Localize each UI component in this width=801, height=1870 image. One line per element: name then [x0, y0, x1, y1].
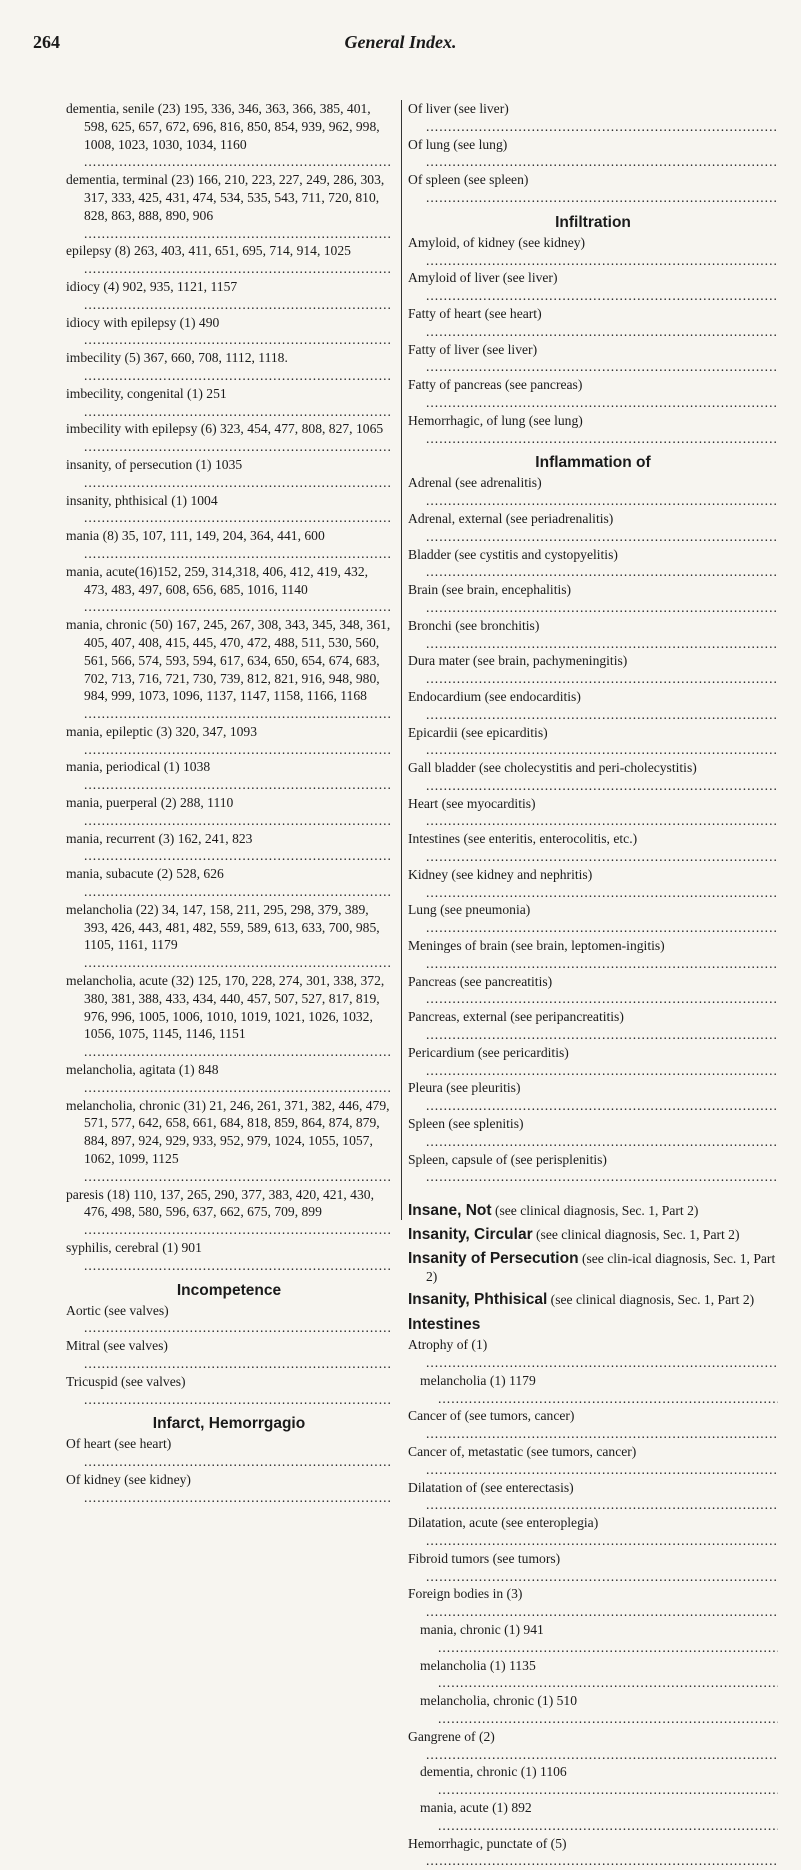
inflammation-entry	[408, 688, 778, 724]
inflammation-entry-text: Bladder (see cystitis and cystopyelitis) .....	[408, 547, 778, 580]
intestines-entry	[408, 1728, 778, 1764]
page-header	[0, 32, 801, 62]
infarct-cont-entry-text: Of lung (see lung) .....	[408, 137, 778, 170]
inflammation-entry	[408, 830, 778, 866]
inflammation-entry-text: Bronchi (see bronchitis) .....	[408, 618, 778, 651]
inflammation-entry	[408, 617, 778, 653]
inflammation-entry-text: Adrenal, external (see periadrenalitis) .....	[408, 511, 778, 544]
intestines-entry-text: mania, chronic (1) 941 .....	[420, 1622, 778, 1655]
infarct-cont-entry-text: Of spleen (see spleen) .....	[408, 172, 778, 205]
inflammation-entry-text: Pericardium (see pericarditis) .....	[408, 1045, 778, 1078]
intestines-entry-text: Fibroid tumors (see tumors) .....	[408, 1551, 778, 1584]
infiltration-list	[408, 234, 778, 448]
intestines-entry-text: melancholia, chronic (1) 510 .....	[420, 1693, 778, 1726]
incompetence-entry	[66, 1302, 392, 1338]
inflammation-entry	[408, 474, 778, 510]
inflammation-entry-text: Meninges of brain (see brain, leptomen-ingitis) .....	[408, 938, 778, 971]
index-entry-text: melancholia, agitata (1) 848 .....	[66, 1062, 392, 1095]
index-entry	[66, 758, 392, 794]
inflammation-entry-text: Spleen, capsule of (see perisplenitis) .....	[408, 1152, 778, 1185]
inflammation-entry-text: Pleura (see pleuritis) .....	[408, 1080, 778, 1113]
inflammation-entry-text: Brain (see brain, encephalitis) .....	[408, 582, 778, 615]
intestines-entry-text: melancholia (1) 1179 .....	[420, 1373, 778, 1406]
infiltration-entry-text: Amyloid of liver (see liver) .....	[408, 270, 778, 303]
index-entry	[66, 385, 392, 421]
inflammation-entry-text: Kidney (see kidney and nephritis) .....	[408, 867, 778, 900]
right-top-list	[408, 100, 778, 207]
incompetence-entry-text: Aortic (see valves) .....	[66, 1303, 392, 1336]
inflammation-entry	[408, 937, 778, 973]
infiltration-entry-text: Fatty of liver (see liver) .....	[408, 342, 778, 375]
inflammation-entry-text: Dura mater (see brain, pachymeningitis) .....	[408, 653, 778, 686]
intestines-entry	[408, 1514, 778, 1550]
infiltration-entry-text: Amyloid, of kidney (see kidney) .....	[408, 235, 778, 268]
index-entry-text: mania, chronic (50) 167, 245, 267, 308, 343, 345, 348, 361, 405, 407, 408, 415, 445, 470, 472, 488, 511, 530, 560, 561, 566, 574, 593, 594, 617, 634, 650, 654, 674, 683, 702, 713, 716, 721, 730, 739, 812, 821, 916, 948, 980, 984, 999, 1073, 1096, 1137, 1147, 1158, 1166, 1168 .....	[66, 617, 392, 721]
infiltration-entry	[408, 376, 778, 412]
index-entry	[66, 794, 392, 830]
index-entry-text: idiocy with epilepsy (1) 490 .....	[66, 315, 392, 348]
infiltration-entry	[408, 305, 778, 341]
index-entry-text: melancholia, acute (32) 125, 170, 228, 274, 301, 338, 372, 380, 381, 388, 433, 434, 440, 457, 507, 527, 817, 819, 976, 996, 1005, 1006, 1010, 1019, 1021, 1026, 1032, 1056, 1075, 1145, 1146, 1151 .....	[66, 973, 392, 1059]
index-entry	[66, 616, 392, 723]
index-entry	[66, 527, 392, 563]
insanity-circular-entry	[408, 1226, 778, 1244]
infarct-entry	[66, 1471, 392, 1507]
inflammation-entry	[408, 1044, 778, 1080]
intestines-entry-text: Foreign bodies in (3) .....	[408, 1586, 778, 1619]
insanity-persecution-term: Insanity of Persecution	[408, 1249, 579, 1267]
intestines-list	[408, 1336, 778, 1870]
incompetence-heading: Incompetence	[176, 1281, 282, 1299]
infarct-entry-text: Of kidney (see kidney) .....	[66, 1472, 392, 1505]
inflammation-entry	[408, 759, 778, 795]
left-entries-list	[66, 100, 392, 1275]
intestines-entry	[408, 1550, 778, 1586]
infiltration-heading: Infiltration	[555, 213, 631, 231]
inflammation-entry	[408, 581, 778, 617]
inflammation-entry-text: Spleen (see splenitis) .....	[408, 1116, 778, 1149]
incompetence-entry-text: Tricuspid (see valves) .....	[66, 1374, 392, 1407]
insanity-phthisical-ref: (see clinical diagnosis, Sec. 1, Part 2)	[547, 1292, 755, 1308]
index-entry	[66, 100, 392, 171]
index-entry	[66, 1186, 392, 1239]
insanity-circular-term: Insanity, Circular	[408, 1226, 533, 1244]
index-entry-text: mania (8) 35, 107, 111, 149, 204, 364, 441, 600 .....	[66, 528, 392, 561]
insanity-phthisical-term: Insanity, Phthisical	[408, 1291, 548, 1309]
intestines-entry-text: Cancer of (see tumors, cancer) .....	[408, 1408, 778, 1441]
index-entry	[66, 830, 392, 866]
left-column	[66, 100, 392, 1507]
index-entry-text: insanity, of persecution (1) 1035 .....	[66, 457, 392, 490]
inflammation-entry-text: Gall bladder (see cholecystitis and peri-cholecystitis) .....	[408, 760, 778, 793]
inflammation-entry	[408, 652, 778, 688]
index-entry	[66, 1061, 392, 1097]
index-entry-text: mania, recurrent (3) 162, 241, 823 .....	[66, 831, 392, 864]
index-entry	[66, 901, 392, 972]
insanity-circular-ref: (see clinical diagnosis, Sec. 1, Part 2)	[532, 1227, 740, 1243]
infiltration-entry	[408, 234, 778, 270]
intestines-entry-text: melancholia (1) 1135 .....	[420, 1658, 778, 1691]
inflammation-heading: Inflammation of	[535, 454, 651, 472]
intestines-entry	[408, 1336, 778, 1372]
index-entry	[66, 492, 392, 528]
infiltration-entry	[408, 412, 778, 448]
index-entry-text: melancholia, chronic (31) 21, 246, 261, 371, 382, 446, 479, 571, 577, 642, 658, 661, 684, 818, 859, 864, 874, 879, 884, 897, 924, 929, 933, 952, 979, 1024, 1055, 1057, 1062, 1099, 1125 .....	[66, 1098, 392, 1184]
inflammation-entry-text: Adrenal (see adrenalitis) .....	[408, 475, 778, 508]
index-entry	[66, 865, 392, 901]
infiltration-entry	[408, 341, 778, 377]
infarct-cont-entry	[408, 136, 778, 172]
inflammation-list	[408, 474, 778, 1186]
index-entry-text: mania, acute(16)152, 259, 314,318, 406, 412, 419, 432, 473, 483, 497, 608, 656, 685, 1016, 1140 .....	[66, 564, 392, 615]
inflammation-entry	[408, 1115, 778, 1151]
index-entry	[66, 723, 392, 759]
incompetence-entry	[66, 1337, 392, 1373]
index-entry-text: syphilis, cerebral (1) 901 .....	[66, 1240, 392, 1273]
index-entry	[66, 1239, 392, 1275]
incompetence-entry-text: Mitral (see valves) .....	[66, 1338, 392, 1371]
running-title: General Index.	[344, 32, 457, 52]
intestines-entry	[408, 1621, 778, 1657]
index-entry-text: dementia, terminal (23) 166, 210, 223, 227, 249, 286, 303, 317, 333, 425, 431, 474, 534, 535, 543, 711, 720, 810, 828, 863, 888, 890, 906 .....	[66, 172, 392, 240]
index-entry-text: epilepsy (8) 263, 403, 411, 651, 695, 714, 914, 1025 .....	[66, 243, 392, 276]
infarct-list	[66, 1435, 392, 1506]
inflammation-entry	[408, 973, 778, 1009]
intestines-entry	[408, 1372, 778, 1408]
intestines-entry-text: Atrophy of (1) .....	[408, 1337, 778, 1370]
incompetence-list	[66, 1302, 392, 1409]
insane-not-term: Insane, Not	[408, 1202, 492, 1220]
infarct-entry-text: Of heart (see heart) .....	[66, 1436, 392, 1469]
intestines-entry-text: Hemorrhagic, punctate of (5) .....	[408, 1836, 778, 1869]
index-entry-text: imbecility, congenital (1) 251 .....	[66, 386, 392, 419]
insanity-persecution-entry	[408, 1250, 778, 1286]
intestines-entry	[408, 1692, 778, 1728]
intestines-entry	[408, 1479, 778, 1515]
inflammation-entry	[408, 510, 778, 546]
intestines-entry-text: Dilatation of (see enterectasis) .....	[408, 1480, 778, 1513]
infarct-cont-entry-text: Of liver (see liver) .....	[408, 101, 778, 134]
inflammation-entry-text: Intestines (see enteritis, enterocolitis, etc.) .....	[408, 831, 778, 864]
index-entry-text: dementia, senile (23) 195, 336, 346, 363, 366, 385, 401, 598, 625, 657, 672, 696, 816, 850, 854, 939, 962, 998, 1008, 1023, 1030, 1034, 1160 .....	[66, 101, 392, 169]
inflammation-entry-text: Heart (see myocarditis) .....	[408, 796, 778, 829]
inflammation-entry	[408, 724, 778, 760]
intestines-entry	[408, 1585, 778, 1621]
index-entry-text: melancholia (22) 34, 147, 158, 211, 295, 298, 379, 389, 393, 426, 443, 481, 482, 559, 589, 613, 633, 700, 985, 1105, 1161, 1179 .....	[66, 902, 392, 970]
inflammation-entry-text: Endocardium (see endocarditis) .....	[408, 689, 778, 722]
index-entry	[66, 972, 392, 1061]
inflammation-entry-text: Pancreas (see pancreatitis) .....	[408, 974, 778, 1007]
inflammation-entry	[408, 901, 778, 937]
insanity-phthisical-entry	[408, 1291, 778, 1309]
infarct-entry	[66, 1435, 392, 1471]
inflammation-entry	[408, 866, 778, 902]
insane-not-ref: (see clinical diagnosis, Sec. 1, Part 2)	[491, 1203, 699, 1219]
intestines-entry	[408, 1835, 778, 1870]
infiltration-entry-text: Fatty of heart (see heart) .....	[408, 306, 778, 339]
index-entry-text: imbecility with epilepsy (6) 323, 454, 477, 808, 827, 1065 .....	[66, 421, 392, 454]
index-entry-text: insanity, phthisical (1) 1004 .....	[66, 493, 392, 526]
index-entry-text: idiocy (4) 902, 935, 1121, 1157 .....	[66, 279, 392, 312]
inflammation-entry	[408, 546, 778, 582]
intestines-entry	[408, 1799, 778, 1835]
incompetence-entry	[66, 1373, 392, 1409]
intestines-entry-text: Cancer of, metastatic (see tumors, cancer) .....	[408, 1444, 778, 1477]
index-entry-text: paresis (18) 110, 137, 265, 290, 377, 383, 420, 421, 430, 476, 498, 580, 596, 637, 662, 675, 709, 899 .....	[66, 1187, 392, 1238]
inflammation-entry-text: Lung (see pneumonia) .....	[408, 902, 778, 935]
inflammation-entry	[408, 795, 778, 831]
intestines-entry-text: Gangrene of (2) .....	[408, 1729, 778, 1762]
inflammation-entry-text: Pancreas, external (see peripancreatitis) .....	[408, 1009, 778, 1042]
intestines-entry-text: dementia, chronic (1) 1106 .....	[420, 1764, 778, 1797]
inflammation-entry	[408, 1008, 778, 1044]
index-entry-text: mania, epileptic (3) 320, 347, 1093 .....	[66, 724, 392, 757]
index-entry	[66, 563, 392, 616]
intestines-entry	[408, 1407, 778, 1443]
infiltration-entry	[408, 269, 778, 305]
infarct-cont-entry	[408, 171, 778, 207]
index-entry	[66, 456, 392, 492]
intestines-entry	[408, 1657, 778, 1693]
insanity-persecution-ref: (see clin-ical diagnosis, Sec. 1, Part 2)	[426, 1250, 776, 1284]
index-entry	[66, 314, 392, 350]
infiltration-entry-text: Fatty of pancreas (see pancreas) .....	[408, 377, 778, 410]
infiltration-entry-text: Hemorrhagic, of lung (see lung) .....	[408, 413, 778, 446]
intestines-entry-text: Dilatation, acute (see enteroplegia) .....	[408, 1515, 778, 1548]
index-entry	[66, 349, 392, 385]
infarct-heading: Infarct, Hemorrgagio	[152, 1415, 306, 1433]
page-number: 264	[33, 32, 60, 52]
inflammation-entry	[408, 1151, 778, 1187]
right-column	[401, 100, 778, 1851]
intestines-entry	[408, 1763, 778, 1799]
infarct-cont-entry	[408, 100, 778, 136]
inflammation-entry-text: Epicardii (see epicarditis) .....	[408, 725, 778, 758]
inflammation-entry	[408, 1079, 778, 1115]
index-entry-text: mania, puerperal (2) 288, 1110 .....	[66, 795, 392, 828]
index-entry-text: mania, periodical (1) 1038 .....	[66, 759, 392, 792]
index-entry-text: imbecility (5) 367, 660, 708, 1112, 1118. .....	[66, 350, 392, 383]
index-entry	[66, 278, 392, 314]
index-entry-text: mania, subacute (2) 528, 626 .....	[66, 866, 392, 899]
index-entry	[66, 420, 392, 456]
intestines-entry-text: mania, acute (1) 892 .....	[420, 1800, 778, 1833]
index-entry	[66, 171, 392, 242]
index-entry	[66, 1097, 392, 1186]
intestines-entry	[408, 1443, 778, 1479]
index-entry	[66, 242, 392, 278]
intestines-heading: Intestines	[408, 1316, 481, 1334]
insane-not-entry	[408, 1202, 778, 1220]
